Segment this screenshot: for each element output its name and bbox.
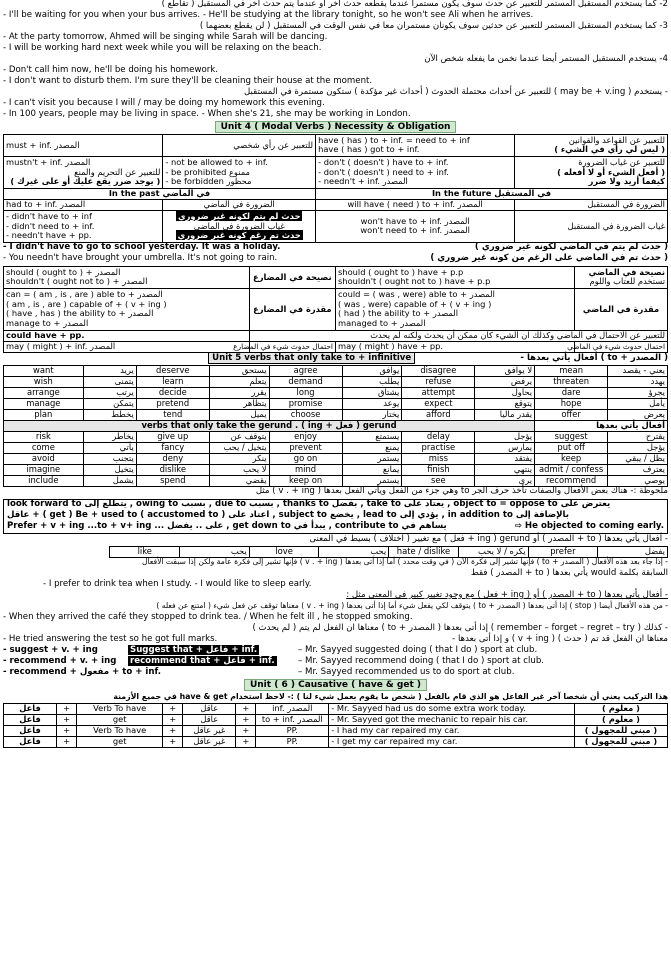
may-past-meaning: احتمال حدوث شيء في الماضي bbox=[575, 341, 668, 352]
try-row: - He tried answering the test so he got full marks. - و إذا أتى بعدها ( v + ing ) معناها ان الفعل قد تم ( حدث ) bbox=[3, 633, 668, 644]
intro-line-1: 2- كما يستخدم المستقبل المستمر للتعبير عن حدث سوف يكون مستمرا عندما يقطعه حدث آخر أو عندما يتم حدث آخر في المستقبل ( تقاطع ) bbox=[161, 0, 668, 9]
wont-have-to-cell: won't have to + inf. المصدر won't need to + inf. المصدر bbox=[316, 210, 515, 242]
suggest-that-box: Suggest that + فاعل + inf. bbox=[130, 644, 258, 655]
could-have-cell: could have + pp. bbox=[4, 330, 250, 341]
advice-past-label: نصيحة في الماضي تستخدم للعتاب واللوم bbox=[575, 266, 668, 288]
unit4-title: Unit 4 ( Modal Verbs ) Necessity & Obligation bbox=[3, 122, 668, 133]
ger-row: imagine يتخيل dislike لا يحب mind يمانع finish ينتهي admit / confess يعترف bbox=[4, 464, 668, 475]
causative-row: فاعل + Verb To have + غير عاقل + PP. - I had my car repaired my car. ( مبني للمجهول ) bbox=[4, 725, 668, 736]
ger-row: come يأتي fancy يتخيل / يحب prevent يمنع practise يمارس put off يؤجل bbox=[4, 442, 668, 453]
rule1b-ar: السابقة بكلمة would يأتي بعدها ( to + المصدر ) فقط bbox=[470, 567, 668, 578]
advice-ability-table bbox=[3, 266, 668, 353]
necessity-future: الضرورة في المستقبل bbox=[515, 199, 668, 210]
unit6-title: Unit ( 6 ) Causative ( have & get ) bbox=[3, 680, 668, 691]
unit4-table bbox=[3, 134, 668, 243]
document-page bbox=[3, 0, 668, 748]
past-label: In the past في الماضي bbox=[4, 188, 316, 199]
unit6-intro: هذا التركيب يعني أن شخصا آخر غير الفاعل هو الذي قام بالفعل ( شخص ما يقوم بعمل شيء لنا ) :- لاحظ استخدام have & get في جميع الأزمنة bbox=[113, 691, 668, 701]
unit4-example-1: - I didn't have to go to school yesterday. It was a holiday. ( حدث لم يتم في الماضي لكونه غير ضروري ) bbox=[3, 241, 668, 252]
recommend-that-box: recommend that + فاعل + inf. bbox=[130, 655, 275, 666]
intro-line-4: - At the party tomorrow, Ahmed will be singing while Sarah will be dancing. bbox=[3, 32, 328, 42]
dont-have-to-cell: - don't ( doesn't ) have to + inf. - don't ( doesn't ) need to + inf. - needn't + inf. المصدر bbox=[316, 156, 515, 188]
both-forms-ar: - أفعال يأتي بعدها ( to + المصدر ) أو gerund ( ing + فعل ) مع تغيير ( اختلاف ) بسيط في المعنى bbox=[309, 533, 668, 544]
ability-present-label: مقدرة في المضارع bbox=[249, 288, 335, 330]
will-have-cell: will have ( need ) to + inf. المصدر bbox=[316, 199, 515, 210]
gerund-title: verbs that only take the gerund . ( ing + فعل ) gerund bbox=[4, 420, 535, 431]
causative-row: فاعل + get + غير عاقل + PP. - I get my car repaired my car. ( مبني للمجهول ) bbox=[4, 736, 668, 747]
could-have-meaning: للتعبير عن الاحتمال في الماضي وكذلك ان الشيء كان ممكن أن يحدث ولكنه لم يحدث bbox=[249, 330, 667, 341]
intro-line-8: - I don't want to disturb them. I'm sure they'll be cleaning their house at the moment. bbox=[3, 76, 373, 86]
stop-example: - When they arrived the café they stopped to drink tea. / When he felt ill , he stopped smoking. bbox=[3, 611, 413, 622]
could-cell: could = ( was , were) able to + المصدر ( was , were) capable of + ( v + ing ) ( had ) the ability to + المصدر managed to + المصدر bbox=[335, 288, 574, 330]
intro-line-7: - Don't call him now, he'll be doing his homework. bbox=[3, 65, 218, 75]
infinitive-verbs-table bbox=[3, 365, 668, 487]
intro-line-2: - I'll be waiting for you when your bus arrives. - He'll be studying at the library tonight, so he won't see Ali when he arrives. bbox=[3, 10, 534, 20]
ger-row: risk يخاطر give up يتوقف عن enjoy يستمتع delay يؤجل suggest يقترح bbox=[4, 431, 668, 442]
unit5-title-row bbox=[3, 354, 668, 365]
suggest-block: - suggest + v. + ing - recommend + v. + ing - recommend + مفعول + to + inf. Suggest that + فاعل + inf. recommend that + فاعل + inf. – Mr. Sayyed suggested doing ( that I do ) sport at club. – Mr. Sayyed recommend doing ( that I do ) sport at club. – Mr. Sayyed recommended us to do sport at club. bbox=[3, 644, 545, 677]
to-phrases-box: look forward to يتطلع إلى , owing to بسبب , due to بسبب , thanks to بفضل , take to يعتاد على , object to = oppose to يعترض على عاقل + ( get ) Be + used to ( accustomed to ) اعتاد على , subject to يخضع , lead to يؤدي إلى , in addition to بالإضافة إلى Prefer + v + ing ...to + v+ ing ... على .. يفضل , get down to يبدأ في , contribute to يساهم في ⇨ He objected to coming early. bbox=[3, 499, 668, 534]
should-cell: should ( ought to ) + المصدر shouldn't ( ought not to ) + المصدر bbox=[4, 266, 250, 288]
intro-line-3: 3- كما يستخدم المستقبل المستمر للتعبير عن حدثين سوف يكونان مستمران معا في نفس الوقت في المستقبل ( لن يقطع بعضهما ) bbox=[199, 21, 668, 31]
intro-line-9: - يستخدم ( may be + v.ing ) للتعبير عن أحداث محتملة الحدوث ( أحداث غير مؤكدة ) ستكون مستمرة في المستقبل bbox=[244, 87, 668, 97]
intro-line-10: - I can't visit you because I will / may be doing my homework this evening. bbox=[3, 98, 325, 108]
inf-row: manage يتمكن pretend يتظاهر promise يوعد expect يتوقع hope يأمل bbox=[4, 398, 668, 409]
didnt-meaning: حدث لم يتم لكونه غير ضروري غياب الضرورة في الماضي حدث تم رغم كونه غير ضروري bbox=[163, 210, 316, 242]
both-forms-table: like يحب love يحب hate / dislike يكره / لا يحب prefer يفضل bbox=[109, 546, 668, 558]
causative-table bbox=[3, 703, 668, 748]
have-to-cell: have ( has ) to + inf. = need to + inf have ( has ) got to + inf. bbox=[316, 134, 515, 156]
inf-row: arrange يرتب decide يقرر long يشتاق attempt يحاول dare يجرؤ bbox=[4, 387, 668, 398]
ger-row: include يشمل spend يقضي keep on يستمر see يرى recommend يوصي bbox=[4, 475, 668, 486]
advice-present-label: نصيحة في المضارع bbox=[249, 266, 335, 288]
unit5-note: ملحوظة :- هناك بعض الأفعال والصفات تأخذ حرف الجر to وهي جزء من الفعل ويأتي الفعل بعدها ( v . + ing ) مثل bbox=[255, 485, 668, 496]
rule1-ar: - إذا جاء بعد هذه الأفعال ( المصدر + to ) فإنها تشير إلى فكرة الآن ( في وقت محدد ) أما إذا أتى بعدها ( v . + ing ) فإنها تشير إلى فكرة عامة ولكن إذا سبقت الأفعال bbox=[141, 556, 668, 566]
inf-row: want يريد deserve يستحق agree يوافق disagree لا يوافق mean يعني - يقصد bbox=[4, 365, 668, 376]
rule2-ar: - أفعال يأتي بعدها ( to + المصدر ) أو ( ing + فعل ) مع وجود تغيير كبير في المعنى مثل : bbox=[346, 589, 668, 600]
not-allowed-cell: - not be allowed to + inf. - be prohibited ممنوع - be forbidden محظور bbox=[163, 156, 316, 188]
rule1-example: - I prefer to drink tea when I study. - I would like to sleep early. bbox=[43, 578, 312, 589]
dont-have-to-meaning: للتعبير عن غياب الضرورة ( أفعل الشيء أو لا أفعله ) كيفما أريد ولا ضرر bbox=[515, 156, 668, 188]
necessity-past: الضرورة في الماضي bbox=[163, 199, 316, 210]
intro-line-11: - In 100 years, people may be living in space. - When she's 21, she may be working in London. bbox=[3, 109, 411, 119]
ability-past-label: مقدرة في الماضي bbox=[575, 288, 668, 330]
intro-line-6: 4- يستخدم المستقبل المستمر أيضا عندما نخمن ما يفعله شخص الآن bbox=[424, 54, 668, 64]
have-to-meaning: للتعبير عن القواعد والقوانين ( ليس لي رأي في الشيء ) bbox=[515, 134, 668, 156]
didnt-have-to-cell: - didn't have to + inf - didn't need to + inf. - needn't have + pp. bbox=[4, 210, 163, 242]
may-present-meaning: احتمال حدوث شيء في المضارع bbox=[249, 341, 335, 352]
stop-ar: - من هذه الأفعال أيضا ( stop ) إذا أتى بعدها ( المصدر + to ) يتوقف لكي يفعل شيء أما إذا أتى بعدها ( v . + ing ) معناها توقف عن فعل شيء ( امتنع عن فعله ) bbox=[156, 600, 668, 610]
intro-line-5: - I will be working hard next week while you will be relaxing on the beach. bbox=[3, 43, 322, 53]
absence-future: غياب الضرورة في المستقبل bbox=[515, 210, 668, 242]
had-to-cell: had to + inf. المصدر bbox=[4, 199, 163, 210]
inf-row: plan يخطط tend يميل choose يختار afford يقدر ماليا offer يعرض bbox=[4, 409, 668, 420]
may-present-cell: may ( might ) + inf. المصدر bbox=[4, 341, 250, 352]
gerund-title-ar: أفعال يأتي بعدها bbox=[535, 420, 668, 431]
mustnt-cell: mustn't + inf. المصدر للتعبير عن التحريم والمنع ( يوجد ضرر يقع عليك أو على غيرك ) bbox=[4, 156, 163, 188]
unit5-title: Unit 5 verbs that only take to + infinitive bbox=[208, 352, 415, 364]
future-label: In the future في المستقبل bbox=[316, 188, 668, 199]
inf-row: wish يتمنى learn يتعلم demand يطلب refuse يرفض threaten يهدد bbox=[4, 376, 668, 387]
causative-row: فاعل + Verb To have + عاقل + inf. المصدر - Mr. Sayyed had us do some extra work today. ( معلوم ) bbox=[4, 703, 668, 714]
must-meaning: للتعبير عن رأي شخصي bbox=[163, 134, 316, 156]
remember-ar: - كذلك ( remember – forget – regret – try ) إذا أتى بعدها ( المصدر + to ) معناها ان الفعل لم يتم ( لم يحدث ) bbox=[252, 622, 668, 633]
must-cell: must + inf. المصدر bbox=[4, 134, 163, 156]
should-have-cell: should ( ought to ) have + p.p shouldn't ( ought not to ) have + p.p bbox=[335, 266, 574, 288]
unit5-title-ar: - أفعال يأتي بعدها ( to + المصدر ) bbox=[520, 352, 668, 363]
causative-row: فاعل + get + عاقل + to + inf. المصدر - Mr. Sayyed got the mechanic to repair his car. ( معلوم ) bbox=[4, 714, 668, 725]
can-cell: can = ( am , is , are ) able to + المصدر ( am , is , are ) capable of + ( v + ing ) ( have , has ) the ability to + المصدر manage to + المصدر bbox=[4, 288, 250, 330]
may-past-cell: may ( might ) have + pp. bbox=[335, 341, 574, 352]
ger-row: avoid يتجنب deny ينكر go on يستمر miss يفتقد keep يظل / يبقي bbox=[4, 453, 668, 464]
unit4-example-2: - You needn't have brought your umbrella. It's not going to rain. ( حدث تم في الماضي على الرغم من كونه غير ضروري ) bbox=[3, 252, 668, 263]
